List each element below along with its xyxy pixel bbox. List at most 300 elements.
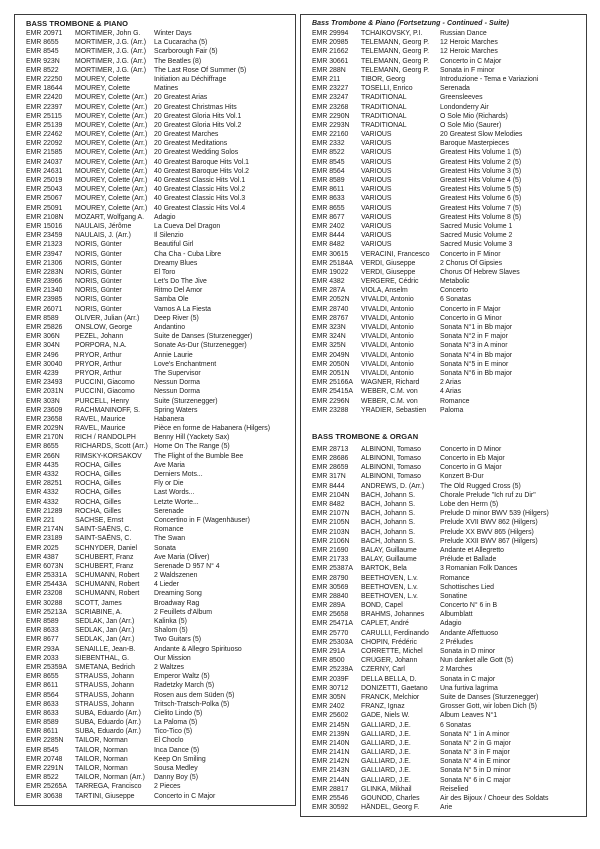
composer-name: VERGERE, Cédric: [361, 278, 419, 286]
composer-name: CRÜGER, Johann: [361, 657, 418, 665]
catalog-number: EMR 2170N: [26, 434, 64, 442]
catalog-row: [312, 323, 582, 332]
catalog-row: [26, 176, 291, 185]
piece-title: Sonata N° 2 in G major: [440, 739, 511, 747]
composer-name: GALLIARD, J.E.: [361, 758, 411, 766]
catalog-number: EMR 305N: [312, 693, 346, 701]
composer-name: BACH, Johann S.: [361, 537, 416, 545]
catalog-number: EMR 23268: [312, 103, 349, 111]
catalog-number: EMR 28713: [312, 445, 349, 453]
piece-title: Nun danket alle Gott (5): [440, 657, 514, 665]
piece-title: Letzte Worte...: [154, 498, 199, 506]
catalog-row: [26, 709, 291, 718]
catalog-number: EMR 25770: [312, 629, 349, 637]
catalog-row: [26, 378, 291, 387]
piece-title: Il Silenzio: [154, 232, 184, 240]
piece-title: Adagio: [440, 620, 462, 628]
catalog-row: [26, 185, 291, 194]
composer-name: STRAUSS, Johann: [75, 700, 134, 708]
catalog-number: EMR 20985: [312, 39, 349, 47]
catalog-row: [26, 387, 291, 396]
composer-name: RACHMANINOFF, S.: [75, 406, 141, 414]
piece-title: Serenada: [440, 85, 470, 93]
piece-title: The Swan: [154, 535, 186, 543]
piece-title: Habanera: [154, 415, 185, 423]
piece-title: Prélude et Ballade: [440, 556, 497, 564]
catalog-number: EMR 4239: [26, 369, 59, 377]
catalog-number: EMR 8589: [26, 314, 59, 322]
piece-title: 40 Greatest Classic Hits Vol.2: [154, 186, 246, 194]
catalog-row: [312, 93, 582, 102]
catalog-number: EMR 266N: [26, 452, 60, 460]
piece-title: Ave Maria (Oliver): [154, 553, 210, 561]
piece-title: Suite de Danses (Sturzenegger): [154, 333, 253, 341]
catalog-row: [26, 84, 291, 93]
piece-title: Adagio: [154, 213, 176, 221]
catalog-number: EMR 30569: [312, 583, 349, 591]
catalog-number: EMR 2108N: [26, 213, 64, 221]
composer-name: VARIOUS: [361, 149, 392, 157]
composer-name: VIVALDI, Antonio: [361, 296, 414, 304]
catalog-row: [312, 47, 582, 56]
catalog-number: EMR 25115: [26, 112, 62, 120]
piece-title: Concerto in D Minor: [440, 445, 502, 453]
catalog-number: EMR 23247: [312, 94, 349, 102]
catalog-number: EMR 325N: [312, 342, 346, 350]
catalog-row: [26, 433, 291, 442]
piece-title: Sonatine: [440, 592, 468, 600]
catalog-row: [26, 672, 291, 681]
catalog-row: [26, 488, 291, 497]
catalog-number: EMR 317N: [312, 473, 346, 481]
piece-title: Love's Enchantment: [154, 360, 217, 368]
piece-title: Air des Bijoux / Choeur des Soldats: [440, 795, 549, 802]
catalog-row: [312, 148, 582, 157]
composer-name: SUBA, Eduardo (Arr.): [75, 709, 141, 717]
catalog-row: [26, 204, 291, 213]
catalog-number: EMR 2050N: [312, 360, 350, 368]
piece-title: Tico-Tico (5): [154, 728, 193, 736]
catalog-row: [312, 757, 582, 766]
catalog-number: EMR 323N: [312, 324, 346, 331]
piece-title: 20 Greatest Wedding Solos: [154, 149, 239, 157]
catalog-row: [312, 500, 582, 509]
catalog-row: [312, 121, 582, 130]
catalog-number: EMR 28251: [26, 480, 63, 488]
composer-name: CAPLET, André: [361, 620, 409, 628]
catalog-row: [312, 730, 582, 739]
catalog-row: [312, 546, 582, 555]
catalog-number: EMR 4382: [312, 278, 345, 286]
catalog-number: EMR 21289: [26, 507, 63, 515]
piece-title: Last Words...: [154, 489, 195, 497]
catalog-number: EMR 2139N: [312, 730, 350, 738]
composer-name: VARIOUS: [361, 186, 392, 194]
section-header: BASS TROMBONE & ORGAN: [312, 431, 419, 441]
catalog-row: [312, 277, 582, 286]
catalog-row: [312, 564, 582, 573]
piece-title: Sonata in C major: [440, 675, 496, 683]
piece-title: Greatest Hits Volume 4 (5): [440, 177, 522, 184]
composer-name: BEETHOVEN, L.v.: [361, 592, 418, 600]
piece-title: The Flight of the Bumble Bee: [154, 452, 244, 460]
piece-title: Sonata N°5 in E minor: [440, 360, 509, 368]
composer-name: ALBINONI, Tomaso: [361, 455, 421, 463]
composer-name: GALLIARD, J.E.: [361, 776, 411, 784]
piece-title: Sonata in F minor: [440, 66, 495, 74]
catalog-row: [26, 397, 291, 406]
composer-name: PRYOR, Arthur: [75, 351, 122, 359]
piece-title: 40 Greatest Classic Hits Vol.1: [154, 177, 246, 184]
piece-title: Prelude XXII BWV 867 (Hilgers): [440, 537, 538, 545]
catalog-row: [26, 194, 291, 203]
catalog-number: EMR 23288: [312, 406, 349, 414]
catalog-number: EMR 8655: [26, 443, 59, 451]
piece-title: 2 Waldszenen: [154, 572, 198, 580]
piece-title: Concertino in F (Wagenhäuser): [154, 516, 250, 524]
catalog-row: [26, 681, 291, 690]
catalog-row: [312, 240, 582, 249]
composer-name: CORRETTE, Michel: [361, 648, 423, 655]
piece-title: Sonata N° 3 in F major: [440, 749, 510, 757]
catalog-row: [26, 57, 291, 66]
piece-title: Annie Laurie: [154, 351, 193, 359]
composer-name: ROCHA, Gilles: [75, 489, 121, 497]
catalog-number: EMR 25265A: [26, 783, 67, 791]
composer-name: TRADITIONAL: [361, 112, 407, 120]
catalog-number: EMR 289A: [312, 602, 346, 610]
catalog-row: [26, 66, 291, 75]
catalog-number: EMR 23459: [26, 232, 63, 240]
composer-name: TAILOR, Norman: [75, 755, 128, 763]
piece-title: Ritmo Del Amor: [154, 287, 203, 295]
catalog-row: [312, 286, 582, 295]
composer-name: SCRIABINE, A.: [75, 608, 123, 616]
catalog-row: [312, 259, 582, 268]
composer-name: NORIS, Günter: [75, 287, 122, 295]
composer-name: VIVALDI, Antonio: [361, 342, 414, 350]
piece-title: Romance: [154, 526, 184, 534]
composer-name: MOUREY, Colette (Arr.): [75, 177, 148, 184]
piece-title: Arie: [440, 804, 453, 812]
catalog-row: [26, 442, 291, 451]
piece-title: Cielito Lindo (5): [154, 709, 203, 717]
catalog-number: EMR 211: [312, 75, 341, 83]
composer-name: SUBA, Eduardo (Arr.): [75, 719, 141, 727]
composer-name: BALAY, Guillaume: [361, 556, 417, 564]
composer-name: ALBINONI, Tomaso: [361, 464, 421, 472]
composer-name: OLIVER, Julian (Arr.): [75, 314, 140, 322]
catalog-number: EMR 4332: [26, 471, 59, 478]
catalog-number: EMR 2145N: [312, 721, 350, 729]
piece-title: Tritsch-Tratsch-Polka (5): [154, 700, 230, 708]
catalog-row: [312, 176, 582, 185]
catalog-number: EMR 287A: [312, 287, 346, 295]
catalog-row: [312, 231, 582, 240]
catalog-row: [26, 121, 291, 130]
piece-title: Chorus Of Hebrew Slaves: [440, 268, 520, 276]
catalog-row: [312, 369, 582, 378]
catalog-row: [26, 112, 291, 121]
catalog-number: EMR 28790: [312, 574, 349, 582]
catalog-number: EMR 25303A: [312, 638, 353, 646]
catalog-row: [26, 599, 291, 608]
catalog-number: EMR 324N: [312, 333, 346, 341]
catalog-row: [26, 525, 291, 534]
catalog-number: EMR 23658: [26, 415, 63, 423]
catalog-row: [312, 103, 582, 112]
composer-name: SCHUMANN, Robert: [75, 581, 140, 589]
catalog-number: EMR 28686: [312, 455, 349, 463]
catalog-row: [312, 482, 582, 491]
catalog-number: EMR 8655: [312, 204, 345, 212]
composer-name: NORIS, Günter: [75, 268, 122, 276]
catalog-row: [26, 158, 291, 167]
catalog-number: EMR 8522: [26, 66, 59, 74]
catalog-number: EMR 2106N: [312, 537, 350, 545]
piece-title: Romance: [440, 397, 470, 405]
catalog-number: EMR 23947: [26, 250, 63, 258]
catalog-row: [26, 332, 291, 341]
catalog-number: EMR 2402: [312, 222, 345, 230]
piece-title: Greensleeves: [440, 94, 483, 102]
composer-name: NAULAIS, Jérôme: [75, 222, 132, 230]
composer-name: BACH, Johann S.: [361, 491, 416, 499]
catalog-row: [312, 250, 582, 259]
composer-name: RAVEL, Maurice: [75, 415, 126, 423]
catalog-number: EMR 288N: [312, 66, 346, 74]
composer-name: RIMSKY-KORSAKOV: [75, 452, 142, 460]
piece-title: The Supervisor: [154, 369, 201, 377]
composer-name: VARIOUS: [361, 177, 392, 184]
piece-title: 12 Heroic Marches: [440, 39, 498, 47]
catalog-row: [312, 509, 582, 518]
piece-title: Chorale Prelude "Ich ruf zu Dir": [440, 491, 536, 499]
composer-name: DONIZETTI, Gaetano: [361, 684, 428, 692]
composer-name: RICHARDS, Scott (Arr.): [75, 443, 148, 451]
piece-title: Vamos A La Fiesta: [154, 305, 211, 313]
piece-title: Metabolic: [440, 278, 470, 286]
catalog-number: EMR 21323: [26, 241, 63, 249]
piece-title: Prelude XX BWV 865 (Hilgers): [440, 528, 534, 536]
catalog-number: EMR 22420: [26, 94, 63, 102]
piece-title: 6 Sonatas: [440, 296, 472, 304]
composer-name: SIEBENTHAL, G.: [75, 654, 129, 662]
piece-title: Londonderry Air: [440, 103, 489, 111]
composer-name: SUBA, Eduardo (Arr.): [75, 728, 141, 736]
catalog-row: [26, 718, 291, 727]
catalog-row: [26, 654, 291, 663]
composer-name: VIOLA, Anselm: [361, 287, 408, 295]
catalog-number: EMR 8633: [26, 709, 59, 717]
composer-name: NAULAIS, J. (Arr.): [75, 232, 131, 240]
catalog-number: EMR 303N: [26, 397, 60, 405]
catalog-number: EMR 20971: [26, 30, 63, 37]
catalog-number: EMR 8564: [312, 167, 345, 175]
catalog-row: [312, 583, 582, 592]
catalog-row: [26, 139, 291, 148]
catalog-row: [312, 332, 582, 341]
piece-title: Nessun Dorma: [154, 379, 200, 387]
catalog-number: EMR 25239A: [312, 666, 353, 674]
composer-name: VARIOUS: [361, 232, 392, 240]
piece-title: Radetzky March (5): [154, 682, 215, 690]
piece-title: Home On The Range (5): [154, 443, 230, 451]
catalog-row: [312, 463, 582, 472]
catalog-number: EMR 8633: [26, 700, 59, 708]
composer-name: TAILOR, Norman: [75, 746, 128, 754]
composer-name: GALLIARD, J.E.: [361, 739, 411, 747]
piece-title: La Cucaracha (5): [154, 39, 208, 47]
catalog-row: [26, 461, 291, 470]
catalog-row: [312, 592, 582, 601]
composer-name: ROCHA, Gilles: [75, 498, 121, 506]
composer-name: VERDI, Giuseppe: [361, 268, 416, 276]
catalog-number: EMR 221: [26, 516, 55, 524]
piece-title: 2 Arias: [440, 379, 462, 387]
catalog-row: [26, 792, 291, 801]
catalog-row: [26, 626, 291, 635]
composer-name: GALLIARD, J.E.: [361, 721, 411, 729]
composer-name: GALLIARD, J.E.: [361, 730, 411, 738]
composer-name: SCHUMANN, Robert: [75, 572, 140, 580]
composer-name: MOUREY, Colette (Arr.): [75, 167, 148, 175]
piece-title: Derniers Mots...: [154, 471, 203, 478]
composer-name: VARIOUS: [361, 213, 392, 221]
catalog-row: [312, 185, 582, 194]
composer-name: ALBINONI, Tomaso: [361, 473, 421, 481]
catalog-number: EMR 923N: [26, 57, 60, 65]
catalog-number: EMR 8611: [26, 682, 59, 690]
composer-name: DELLA BELLA, D.: [361, 675, 417, 683]
piece-title: Sonata N°1 in Bb major: [440, 324, 513, 331]
composer-name: MOUREY, Colette (Arr.): [75, 158, 148, 166]
catalog-row: [312, 629, 582, 638]
composer-name: TRADITIONAL: [361, 121, 407, 129]
catalog-number: EMR 2140N: [312, 739, 350, 747]
catalog-number: EMR 15016: [26, 222, 63, 230]
composer-name: YRADIER, Sebastien: [361, 406, 427, 414]
catalog-row: [26, 635, 291, 644]
catalog-number: EMR 8677: [312, 213, 345, 221]
catalog-number: EMR 2104N: [312, 491, 350, 499]
catalog-row: [312, 721, 582, 730]
composer-name: TAILOR, Norman (Arr.): [75, 774, 145, 782]
composer-name: VARIOUS: [361, 158, 392, 166]
catalog-row: [26, 250, 291, 259]
composer-name: NORIS, Günter: [75, 259, 122, 267]
catalog-row: [26, 29, 291, 38]
composer-name: VARIOUS: [361, 222, 392, 230]
composer-name: BEETHOVEN, L.v.: [361, 583, 418, 591]
composer-name: NORIS, Günter: [75, 250, 122, 258]
catalog-row: [26, 608, 291, 617]
composer-name: GLINKA, Mikhail: [361, 785, 412, 793]
catalog-number: EMR 25471A: [312, 620, 353, 628]
composer-name: HÄNDEL, Georg F.: [361, 804, 420, 812]
composer-name: MORTIMER, J.G. (Arr.): [75, 48, 147, 56]
catalog-row: [312, 748, 582, 757]
catalog-number: EMR 8611: [26, 728, 59, 736]
piece-title: 2 Marches: [440, 666, 473, 674]
piece-title: Sacred Music Volume 2: [440, 232, 513, 240]
catalog-row: [26, 562, 291, 571]
piece-title: Albumblatt: [440, 611, 473, 619]
catalog-number: EMR 2052N: [312, 296, 350, 304]
composer-name: VIVALDI, Antonio: [361, 305, 414, 313]
composer-name: TAILOR, Norman: [75, 765, 128, 772]
composer-name: MOUREY, Colette (Arr.): [75, 204, 148, 212]
composer-name: SCHNYDER, Daniel: [75, 544, 138, 552]
catalog-number: EMR 28767: [312, 314, 349, 322]
catalog-row: [312, 665, 582, 674]
composer-name: CARULLI, Ferdinando: [361, 629, 429, 637]
catalog-number: EMR 21733: [312, 556, 349, 564]
catalog-row: [26, 534, 291, 543]
catalog-number: EMR 28817: [312, 785, 349, 793]
catalog-row: [26, 727, 291, 736]
composer-name: CZERNY, Carl: [361, 666, 405, 674]
catalog-number: EMR 30592: [312, 804, 349, 812]
catalog-number: EMR 23966: [26, 278, 63, 286]
piece-title: Greatest Hits Volume 5 (5): [440, 186, 522, 194]
composer-name: ALBINONI, Tomaso: [361, 445, 421, 453]
composer-name: MOZART, Wolfgang A.: [75, 213, 145, 221]
catalog-number: EMR 2105N: [312, 519, 350, 527]
piece-title: 2 Préludes: [440, 638, 473, 646]
catalog-row: [312, 204, 582, 213]
catalog-number: EMR 28659: [312, 464, 349, 472]
catalog-row: [312, 528, 582, 537]
catalog-row: [26, 295, 291, 304]
composer-name: MOUREY, Colette (Arr.): [75, 186, 148, 194]
piece-title: 20 Greatest Slow Melodies: [440, 131, 523, 139]
catalog-number: EMR 291A: [312, 648, 346, 655]
piece-title: Greatest Hits Volume 3 (5): [440, 167, 522, 175]
piece-title: Andantino: [154, 324, 186, 331]
composer-name: SENAILLE, Jean-B.: [75, 645, 136, 653]
catalog-number: EMR 25602: [312, 712, 349, 720]
piece-title: Pièce en forme de Habanera (Hilgers): [154, 425, 271, 433]
piece-title: Sacred Music Volume 1: [440, 222, 513, 230]
catalog-row: [26, 479, 291, 488]
piece-title: The Beatles (8): [154, 57, 202, 65]
catalog-number: EMR 4332: [26, 489, 59, 497]
piece-title: Baroque Masterpieces: [440, 140, 509, 148]
catalog-number: EMR 25387A: [312, 565, 353, 573]
catalog-number: EMR 25067: [26, 195, 63, 203]
catalog-row: [26, 746, 291, 755]
catalog-number: EMR 8444: [312, 482, 345, 490]
catalog-row: [26, 645, 291, 654]
catalog-number: EMR 22092: [26, 140, 63, 148]
catalog-number: EMR 29994: [312, 30, 349, 37]
catalog-number: EMR 23493: [26, 379, 63, 387]
piece-title: Russian Dance: [440, 30, 487, 37]
piece-title: Rosen aus dem Süden (5): [154, 691, 235, 699]
composer-name: ANDREWS, D. (Arr.): [361, 482, 425, 490]
piece-title: Sousa Medley: [154, 765, 198, 772]
catalog-number: EMR 8545: [26, 48, 59, 56]
catalog-number: EMR 8611: [312, 186, 345, 194]
piece-title: Sonata in D minor: [440, 648, 496, 655]
piece-title: Inca Dance (5): [154, 746, 200, 754]
piece-title: Dreaming Song: [154, 590, 202, 598]
piece-title: Lobe den Herrn (5): [440, 501, 499, 508]
piece-title: Andante et Allegretto: [440, 546, 504, 554]
composer-name: MOUREY, Colette (Arr.): [75, 149, 148, 157]
composer-name: BALAY, Guillaume: [361, 546, 417, 554]
